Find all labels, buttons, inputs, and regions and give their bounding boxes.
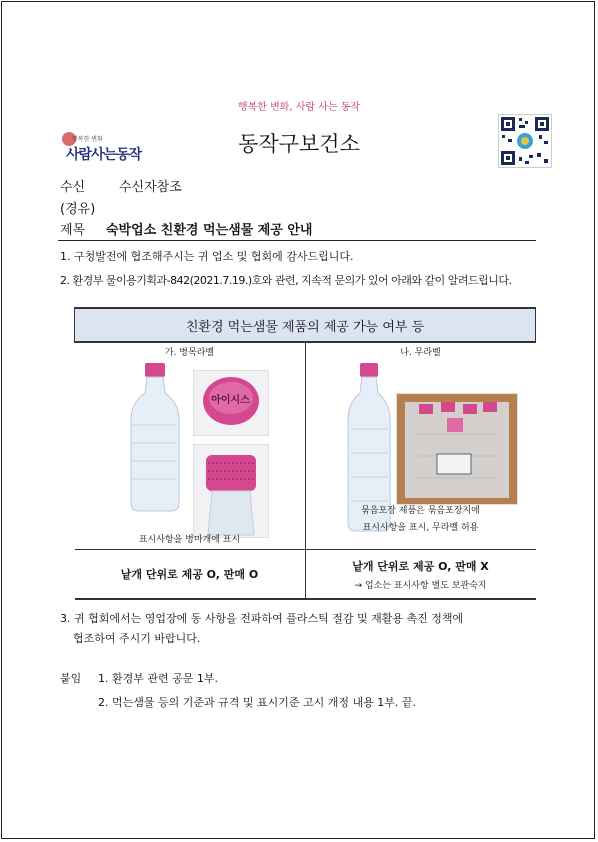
paragraph-3-line2: 협조하여 주시기 바랍니다. xyxy=(73,632,201,645)
left-image-cell xyxy=(75,342,306,550)
recipient-value: 수신자참조 xyxy=(119,180,182,195)
subject-value: 숙박업소 친환경 먹는샘물 제공 안내 xyxy=(106,223,313,238)
left-label: 가. 병목라벨 xyxy=(164,348,215,358)
logo-text: 사람사는동작 xyxy=(66,147,142,163)
multipack-photo xyxy=(396,393,518,505)
divider xyxy=(58,240,536,241)
left-result: 낱개 단위로 제공 O, 판매 O xyxy=(75,550,306,600)
right-image-cell xyxy=(305,342,536,550)
right-result xyxy=(305,550,536,600)
paragraph-3-line1: 3. 귀 협회에서는 영업장에 동 사항을 전파하여 플라스틱 절감 및 재활용 촉진 정책에 xyxy=(60,612,464,625)
labeled-bottle-icon xyxy=(127,363,183,513)
subject-label: 제목 xyxy=(60,223,86,238)
paragraph-1: 1. 구청발전에 협조해주시는 귀 업소 및 협회에 감사드립니다. xyxy=(60,250,354,263)
via-label: (경유) xyxy=(60,202,96,217)
cap-side-photo xyxy=(193,444,269,538)
attachment-item-1: 1. 환경부 관련 공문 1부. xyxy=(98,672,218,685)
right-label: 나. 무라벨 xyxy=(400,348,441,358)
right-result-line2: → 업소는 표시사항 별도 보관숙지 xyxy=(354,580,487,591)
right-caption-line2: 표시사항을 표시, 무라벨 허용 xyxy=(362,523,479,533)
qr-code-icon xyxy=(498,114,552,168)
right-result-line1: 낱개 단위로 제공 O, 판매 X xyxy=(352,559,489,573)
comparison-table xyxy=(74,307,536,600)
attachment-item-2: 2. 먹는샘물 등의 기준과 규격 및 표시기준 고시 개정 내용 1부. 끝. xyxy=(98,696,416,709)
right-caption-line1: 묶음포장 제품은 묶음포장지에 xyxy=(361,506,480,516)
logo-small-text: 행복한 변화 xyxy=(72,136,103,143)
attachment-label: 붙임 xyxy=(60,672,82,685)
organization-name: 동작구보건소 xyxy=(238,132,360,156)
paragraph-2: 2. 환경부 물이용기획과-842(2021.7.19.)호와 관련, 지속적 문의가 있어 아래와 같이 알려드립니다. xyxy=(60,274,512,287)
cap-top-photo xyxy=(193,370,269,436)
table-title: 친환경 먹는샘물 제품의 제공 가능 여부 등 xyxy=(75,308,536,342)
left-caption: 표시사항을 병마개에 표시 xyxy=(138,535,241,545)
slogan: 행복한 변화, 사람 사는 동작 xyxy=(237,102,361,113)
recipient-label: 수신 xyxy=(60,180,86,195)
cap-brand-text: 아이시스 xyxy=(211,395,250,406)
